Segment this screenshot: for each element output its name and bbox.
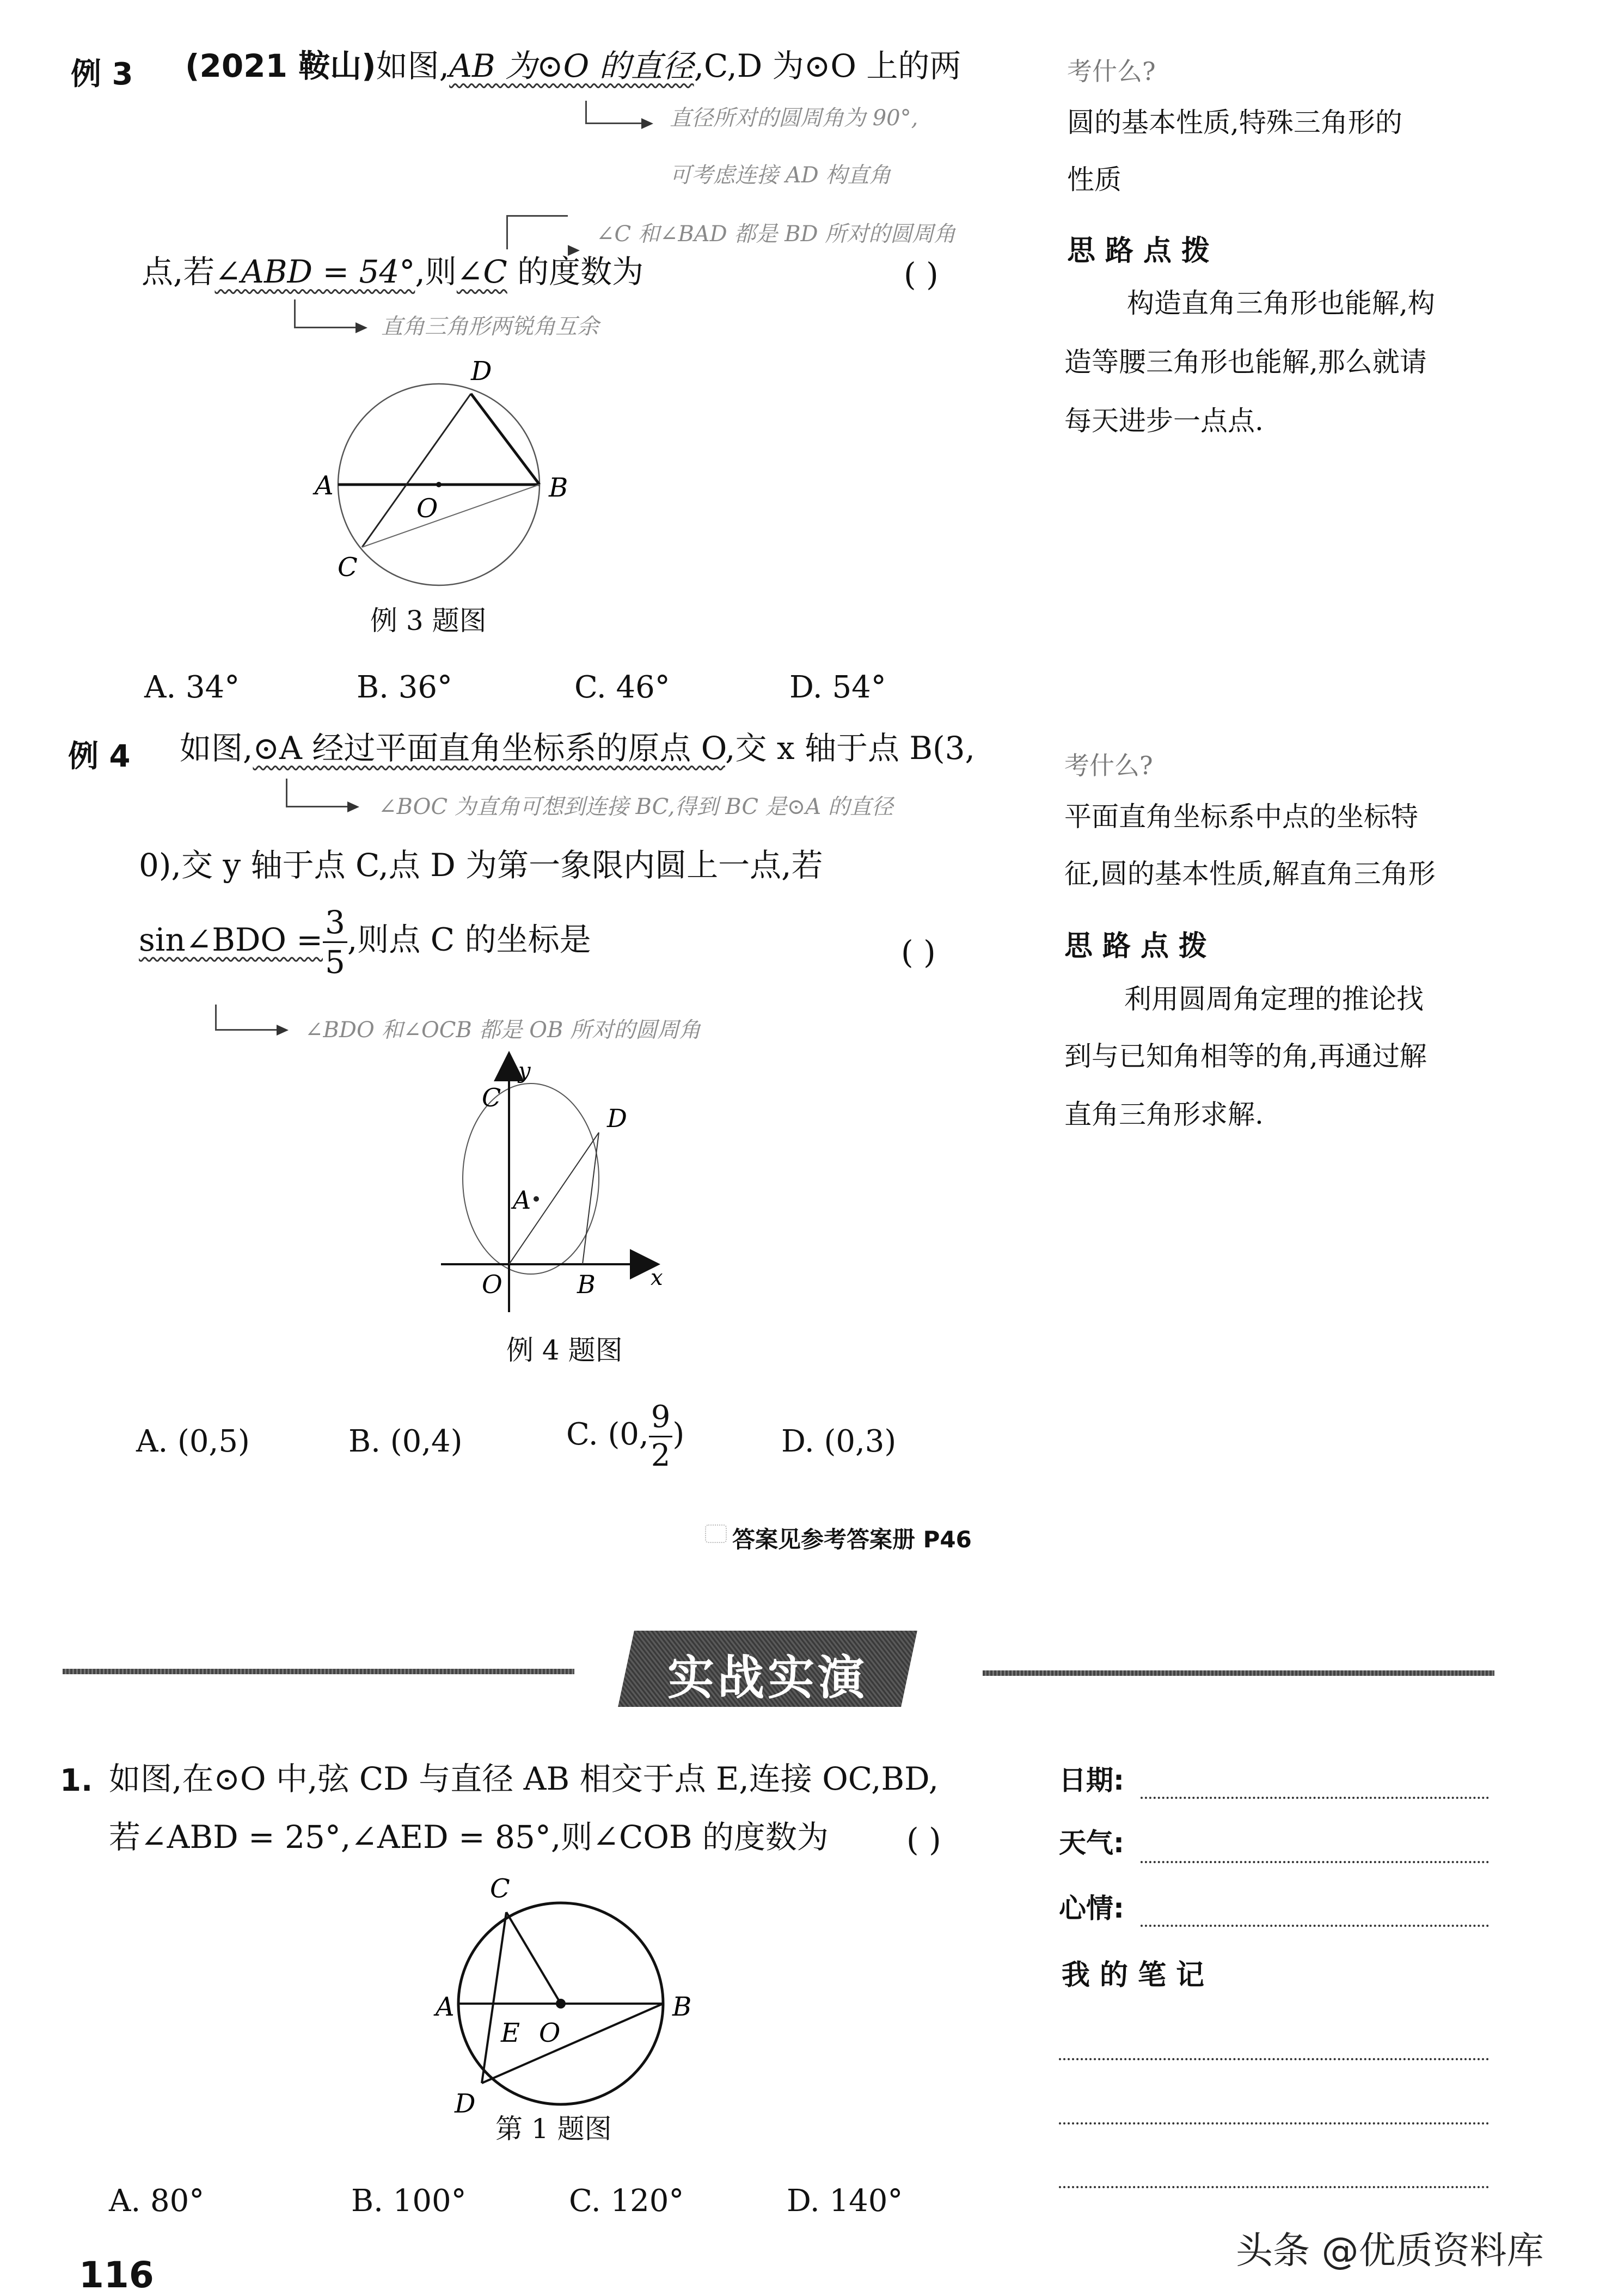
segment-cb — [362, 485, 540, 547]
notes-line-3[interactable] — [1059, 2186, 1489, 2188]
point-label-b: B — [672, 1992, 692, 2022]
text: 的度数为 — [507, 253, 644, 290]
problem-1-option-a[interactable]: A. 80° — [109, 2183, 205, 2219]
sidebar-4-kao-title: 考什么? — [1064, 751, 1153, 780]
center-o — [556, 1999, 566, 2009]
hand-pointer-icon — [705, 1524, 727, 1543]
sidebar-4-kao-line-2: 征,圆的基本性质,解直角三角形 — [1064, 858, 1436, 890]
notes-line-2[interactable] — [1059, 2122, 1489, 2124]
point-label-d: D — [455, 2089, 476, 2119]
point-label-c: C — [338, 552, 358, 583]
sidebar-4-kao-line-1: 平面直角坐标系中点的坐标特 — [1064, 801, 1418, 832]
highlight-diameter: AB 为⊙O 的直径 — [449, 47, 694, 84]
sidebar-3-kao-title: 考什么? — [1067, 57, 1156, 86]
example-4-label: 例 4 — [68, 739, 131, 774]
page-number: 116 — [79, 2254, 154, 2296]
text: 如图, — [180, 730, 253, 767]
example-3-option-c[interactable]: C. 46° — [574, 670, 670, 705]
point-label-b: B — [549, 473, 568, 503]
denominator: 5 — [324, 944, 345, 981]
date-input-line[interactable] — [1141, 1797, 1489, 1799]
example-3-source: (2021 鞍山) — [185, 47, 376, 84]
point-label-a: A — [315, 470, 334, 501]
point-label-c: C — [490, 1873, 510, 1904]
fraction-3-5 — [323, 904, 347, 981]
answer-reference: 答案见参考答案册 P46 — [732, 1526, 972, 1553]
section-divider-left — [63, 1669, 574, 1674]
point-label-a: A — [436, 1992, 455, 2022]
highlight-circle-origin: ⊙A 经过平面直角坐标系的原点 O — [253, 730, 725, 767]
sidebar-3-tip-line-3: 每天进步一点点. — [1064, 405, 1264, 437]
weather-input-line[interactable] — [1141, 1861, 1489, 1863]
section-divider-right — [983, 1670, 1494, 1676]
point-label-c: C — [482, 1083, 501, 1112]
example-3-caption: 例 3 题图 — [370, 605, 487, 636]
annotation-complementary: 直角三角形两锐角互余 — [381, 314, 599, 339]
point-label-x: x — [651, 1265, 663, 1290]
annotation-right-angle: ∠BOC 为直角可想到连接 BC,得到 BC 是⊙A 的直径 — [378, 794, 893, 819]
example-4-option-b[interactable]: B. (0,4) — [348, 1424, 463, 1459]
sidebar-4-tip-line-3: 直角三角形求解. — [1064, 1099, 1264, 1130]
watermark: 头条 @优质资料库 — [1236, 2230, 1544, 2273]
point-label-e: E — [501, 2018, 520, 2048]
sidebar-4-tip-line-1: 利用圆周角定理的推论找 — [1124, 983, 1424, 1015]
text: 点,若 — [142, 253, 215, 290]
example-3-line-2 — [142, 253, 644, 290]
highlight-angle-abd: ∠ABD = 54° — [214, 253, 415, 290]
example-4-line-3 — [139, 904, 591, 981]
point-label-o: O — [416, 493, 438, 524]
problem-1-number: 1. — [60, 1763, 93, 1798]
problem-1-line-1: 如图,在⊙O 中,弦 CD 与直径 AB 相交于点 E,连接 OC,BD, — [109, 1760, 939, 1797]
notes-title: 我的笔记 — [1062, 1959, 1215, 1992]
sidebar-4-tip-title: 思路点拨 — [1064, 930, 1217, 963]
text: ,交 x 轴于点 B(3, — [725, 730, 975, 767]
segment-oc — [506, 1912, 561, 2004]
annotation-inscribed-angle: ∠C 和∠BAD 都是 BD 所对的圆周角 — [596, 222, 956, 247]
problem-1-caption: 第 1 题图 — [495, 2113, 612, 2145]
arrow-icon — [215, 1005, 277, 1031]
arrow-icon — [585, 101, 641, 124]
sidebar-4-tip-line-2: 到与已知角相等的角,再通过解 — [1064, 1040, 1427, 1072]
example-3-line-1 — [185, 47, 961, 84]
text: ,则点 C 的坐标是 — [347, 921, 591, 958]
point-label-b: B — [577, 1270, 596, 1299]
problem-1-option-c[interactable]: C. 120° — [569, 2183, 684, 2219]
annotation-diameter: 直径所对的圆周角为 90°, — [670, 106, 918, 131]
example-3-label: 例 3 — [71, 57, 133, 92]
highlight-sin — [139, 904, 347, 981]
text: sin∠BDO = — [139, 921, 323, 958]
answer-blank[interactable]: ( ) — [906, 1821, 941, 1858]
mood-input-line[interactable] — [1141, 1925, 1489, 1927]
notes-line-1[interactable] — [1059, 2058, 1489, 2060]
example-4-caption: 例 4 题图 — [506, 1334, 623, 1366]
example-3-option-d[interactable]: D. 54° — [789, 670, 886, 705]
fraction-9-2 — [649, 1399, 673, 1473]
sidebar-3-tip-title: 思路点拨 — [1067, 235, 1220, 267]
example-4-option-a[interactable]: A. (0,5) — [136, 1424, 250, 1459]
center-a — [534, 1196, 539, 1202]
text: 如图, — [376, 47, 450, 84]
sidebar-3-kao-line-1: 圆的基本性质,特殊三角形的 — [1067, 107, 1402, 138]
sidebar-3-tip-line-2: 造等腰三角形也能解,那么就请 — [1064, 346, 1427, 378]
example-3-option-b[interactable]: B. 36° — [357, 670, 453, 705]
center-o — [436, 482, 442, 487]
highlight-angle-c: ∠C — [456, 253, 507, 290]
annotation-inscribed-ob: ∠BDO 和∠OCB 都是 OB 所对的圆周角 — [305, 1018, 701, 1043]
chord-cd — [482, 1912, 506, 2083]
text: ,C,D 为⊙O 上的两 — [694, 47, 961, 84]
arrow-icon — [286, 779, 347, 807]
example-4-option-c[interactable] — [566, 1399, 685, 1473]
numerator: 9 — [649, 1402, 673, 1437]
arrow-icon — [294, 299, 356, 328]
example-4-line-1 — [180, 730, 975, 767]
date-label: 日期: — [1059, 1765, 1124, 1796]
problem-1-line-2: 若∠ABD = 25°,∠AED = 85°,则∠COB 的度数为 — [109, 1819, 829, 1856]
example-3-option-a[interactable]: A. 34° — [144, 670, 240, 705]
point-label-y: y — [518, 1058, 531, 1083]
problem-1-option-d[interactable]: D. 140° — [787, 2183, 903, 2219]
mood-label: 心情: — [1059, 1893, 1124, 1924]
point-label-o: O — [539, 2018, 561, 2048]
weather-label: 天气: — [1059, 1827, 1124, 1859]
point-label-d: D — [607, 1104, 627, 1133]
point-label-d: D — [471, 356, 492, 387]
denominator: 2 — [651, 1438, 671, 1473]
text: C. (0, — [566, 1417, 649, 1452]
numerator: 3 — [323, 907, 347, 943]
point-label-a: A — [513, 1185, 531, 1215]
text: ,则 — [415, 253, 457, 290]
sidebar-3-tip-line-1: 构造直角三角形也能解,构 — [1127, 287, 1435, 319]
example-4-line-2: 0),交 y 轴于点 C,点 D 为第一象限内圆上一点,若 — [139, 847, 823, 884]
point-label-o: O — [482, 1270, 502, 1299]
example-3-figure — [305, 354, 588, 610]
sidebar-3-kao-line-2: 性质 — [1067, 164, 1121, 195]
problem-1-option-b[interactable]: B. 100° — [351, 2183, 467, 2219]
example-4-figure — [436, 1045, 719, 1334]
answer-blank[interactable]: ( ) — [904, 256, 939, 293]
section-banner-title: 实战实演 — [667, 1651, 868, 1705]
text: ) — [672, 1417, 685, 1452]
annotation-diameter-2: 可考虑连接 AD 构直角 — [670, 163, 891, 188]
answer-blank[interactable]: ( ) — [901, 934, 936, 971]
problem-1-figure — [430, 1873, 713, 2134]
segment-cd — [362, 394, 471, 547]
arrow-icon — [506, 215, 568, 249]
example-4-option-d[interactable]: D. (0,3) — [781, 1424, 897, 1459]
